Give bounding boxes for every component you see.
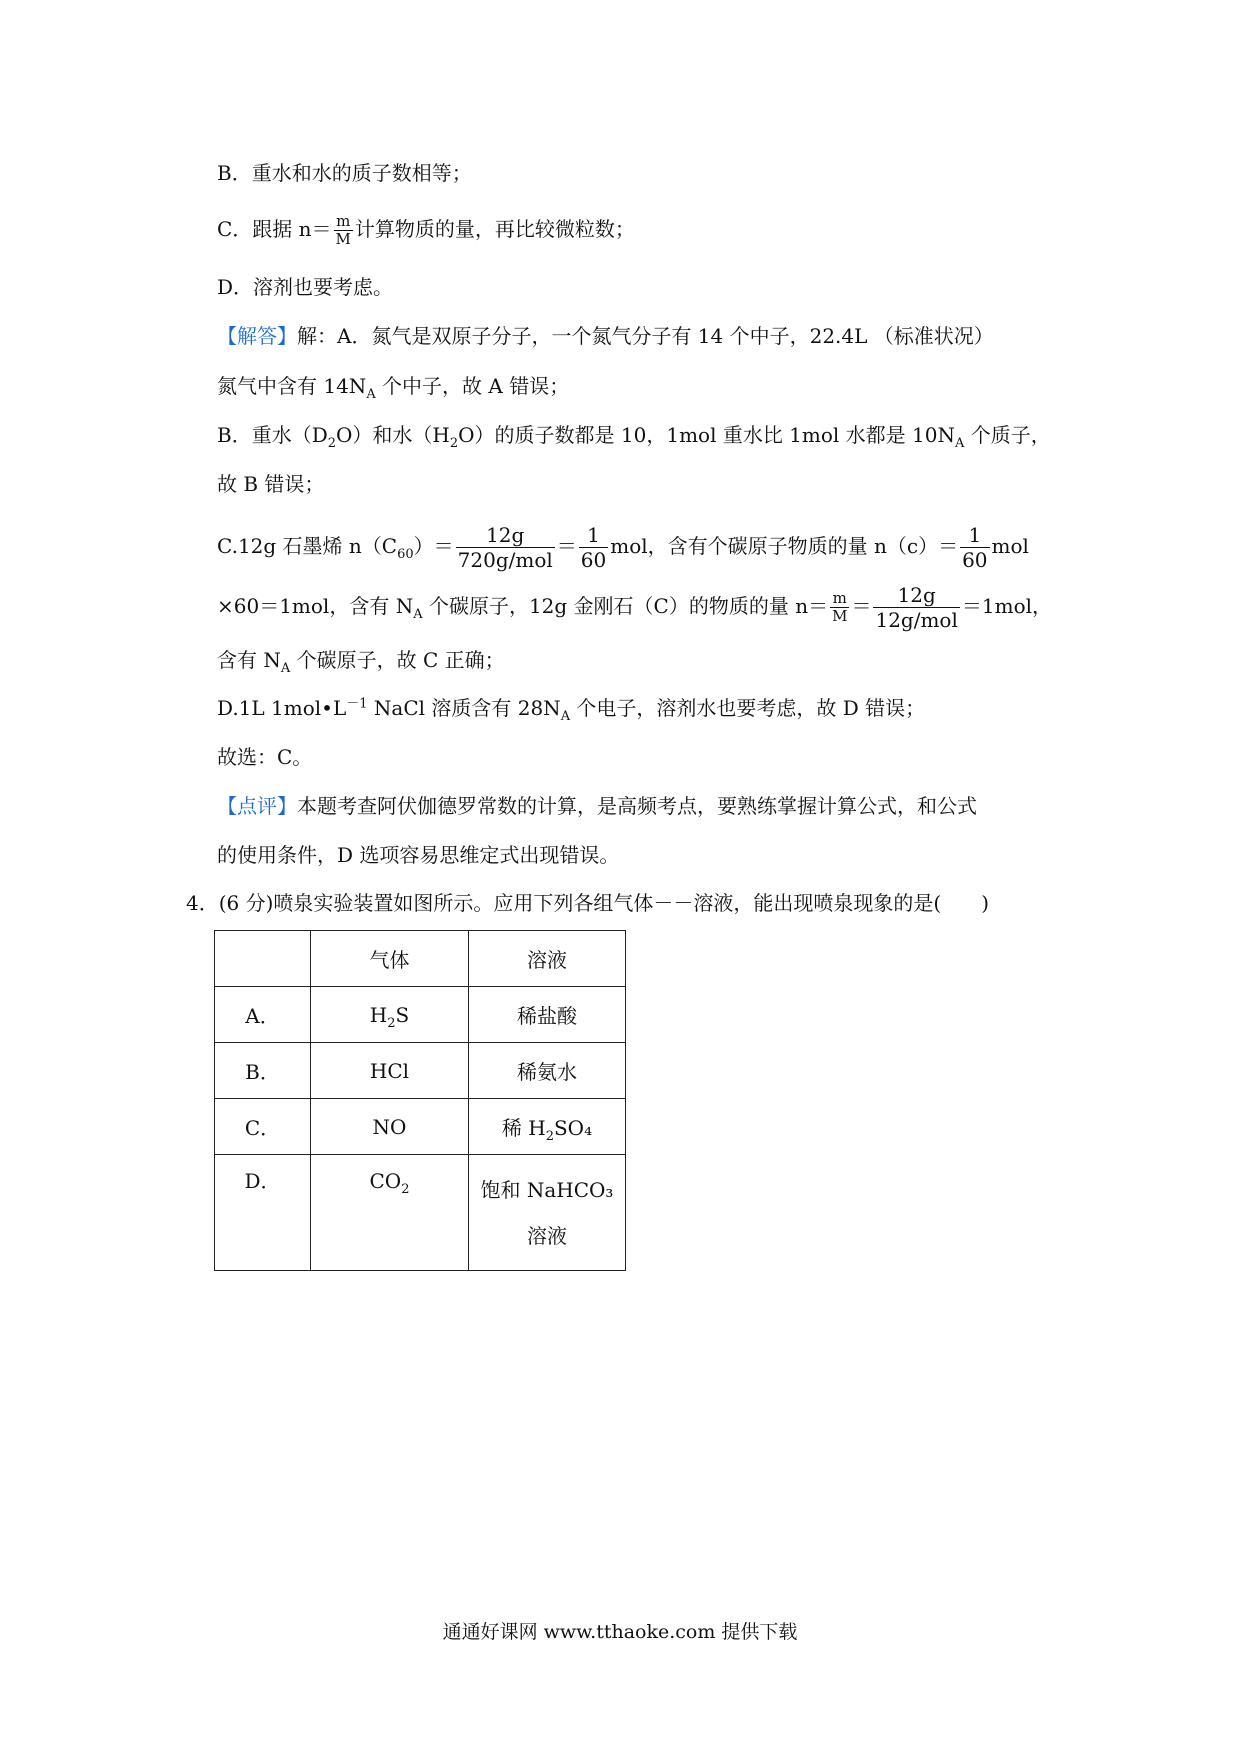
row-label: A． — [215, 987, 311, 1043]
answer-text: 个质子， — [964, 423, 1051, 447]
answer-line-6 — [217, 578, 1052, 634]
formula-fraction — [579, 523, 608, 572]
solution-cell — [469, 1099, 626, 1155]
subscript: A — [280, 661, 291, 676]
answer-text: mol — [991, 534, 1029, 558]
answer-line-1 — [217, 321, 994, 351]
fraction-numerator: 12g — [897, 583, 936, 607]
answer-text: 含有 N — [217, 648, 281, 672]
fraction-numerator: 12g — [486, 523, 525, 547]
solution-text: 溶液 — [527, 1224, 567, 1248]
option-d: D．溶剂也要考虑。 — [217, 275, 394, 299]
answer-text: mol，含有个碳原子物质的量 n（c）＝ — [610, 534, 959, 558]
answer-line-3 — [217, 420, 1051, 450]
solution-text: SO₄ — [553, 1116, 593, 1140]
answer-text: 个中子，故 A 错误； — [375, 374, 570, 398]
gas-cell: HCl — [311, 1043, 469, 1099]
option-c — [217, 213, 635, 248]
solution-text: 稀 H — [501, 1116, 546, 1140]
answer-line-5 — [217, 518, 1029, 574]
table-header-solution: 溶液 — [469, 931, 626, 987]
answer-text: 氮气中含有 14N — [217, 374, 367, 398]
question-4: 4．(6 分)喷泉实验装置如图所示。应用下列各组气体－－溶液，能出现喷泉现象的是( ) — [186, 891, 990, 915]
subscript: A — [413, 607, 423, 622]
gas-cell — [311, 987, 469, 1043]
subscript: 60 — [397, 547, 414, 562]
answer-text: C.12g 石墨烯 n（C — [217, 534, 398, 558]
review-text: 本题考查阿伏伽德罗常数的计算，是高频考点，要熟练掌握计算公式，和公式 — [297, 794, 977, 818]
fraction-denominator: 12g/mol — [875, 608, 958, 632]
subscript: A — [954, 436, 965, 451]
superscript: －1 — [346, 696, 368, 712]
fraction-denominator: M — [832, 607, 848, 625]
table-row — [215, 1043, 626, 1099]
fraction-denominator: M — [335, 230, 351, 248]
fraction-denominator: 60 — [962, 548, 988, 572]
subscript: 2 — [327, 436, 337, 451]
answer-text: 个碳原子，故 C 正确； — [290, 648, 505, 672]
gas-text: H — [369, 1002, 388, 1027]
gas-text: CO — [369, 1169, 402, 1193]
answer-text: D.1L 1mol•L — [217, 696, 347, 720]
formula-fraction — [960, 523, 989, 572]
solution-cell — [469, 1155, 626, 1271]
answer-text: 解：A．氮气是双原子分子，一个氮气分子有 14 个中子，22.4L （标准状况） — [297, 324, 994, 348]
solution-text: 饱和 NaHCO₃ — [480, 1178, 614, 1202]
fraction-denominator: 60 — [580, 548, 607, 572]
subscript: A — [366, 387, 376, 402]
fraction-numerator: 1 — [968, 523, 982, 547]
subscript: A — [560, 709, 571, 724]
subscript: 2 — [387, 1015, 396, 1031]
answer-line-2 — [217, 371, 569, 401]
table-header-row — [215, 931, 626, 987]
row-label: D． — [215, 1155, 311, 1271]
table-row — [215, 1099, 626, 1155]
answer-line-9: 故选：C。 — [217, 745, 313, 769]
fraction-denominator: 720g/mol — [457, 548, 553, 572]
solution-cell: 稀盐酸 — [469, 987, 626, 1043]
fraction-numerator: m — [832, 589, 847, 607]
row-label: C． — [215, 1099, 311, 1155]
answer-text: ＝ — [556, 534, 577, 558]
answer-text: NaCl 溶质含有 28N — [367, 696, 561, 720]
formula-fraction — [873, 583, 959, 632]
answer-text: ＝1mol， — [961, 594, 1053, 618]
answer-text: ×60＝1mol，含有 N — [217, 594, 414, 618]
answer-text: 个碳原子，12g 金刚石（C）的物质的量 n＝ — [422, 594, 829, 618]
fraction-numerator: 1 — [587, 523, 600, 547]
gas-cell: NO — [311, 1099, 469, 1155]
formula-fraction — [456, 523, 555, 572]
review-line-1 — [217, 791, 977, 821]
answer-text: O）和水（H — [336, 423, 450, 447]
option-c-text-pre: C．跟据 n＝ — [217, 217, 332, 241]
formula-fraction — [334, 213, 353, 248]
answer-text: B．重水（D — [217, 423, 328, 447]
review-tag: 【点评】 — [217, 794, 297, 818]
solution-cell: 稀氨水 — [469, 1043, 626, 1099]
table-row — [215, 987, 626, 1043]
option-b: B．重水和水的质子数相等； — [217, 161, 472, 185]
subscript: 2 — [449, 436, 459, 451]
answer-text: ＝ — [851, 594, 872, 618]
table-header-gas: 气体 — [311, 931, 469, 987]
gas-text: S — [395, 1002, 410, 1027]
page-footer: 通通好课网 www.tthaoke.com 提供下载 — [442, 1621, 798, 1643]
fraction-numerator: m — [336, 212, 351, 230]
table-row — [215, 1155, 626, 1271]
answer-line-7 — [217, 645, 505, 675]
row-label: B． — [215, 1043, 311, 1099]
answer-text: ）＝ — [413, 534, 454, 558]
review-line-2: 的使用条件，D 选项容易思维定式出现错误。 — [217, 843, 620, 867]
options-table — [214, 930, 626, 1271]
answer-line-4: 故 B 错误； — [217, 472, 325, 496]
subscript: 2 — [401, 1182, 410, 1197]
gas-cell — [311, 1155, 469, 1271]
table-header-cell — [215, 931, 311, 987]
subscript: 2 — [545, 1129, 554, 1144]
formula-fraction — [830, 590, 849, 625]
option-c-text-post: 计算物质的量，再比较微粒数； — [354, 217, 635, 241]
answer-text: O）的质子数都是 10，1mol 重水比 1mol 水都是 10N — [458, 423, 955, 447]
answer-tag: 【解答】 — [217, 324, 297, 348]
answer-line-8 — [217, 693, 925, 723]
answer-text: 个电子，溶剂水也要考虑，故 D 错误； — [570, 696, 926, 720]
